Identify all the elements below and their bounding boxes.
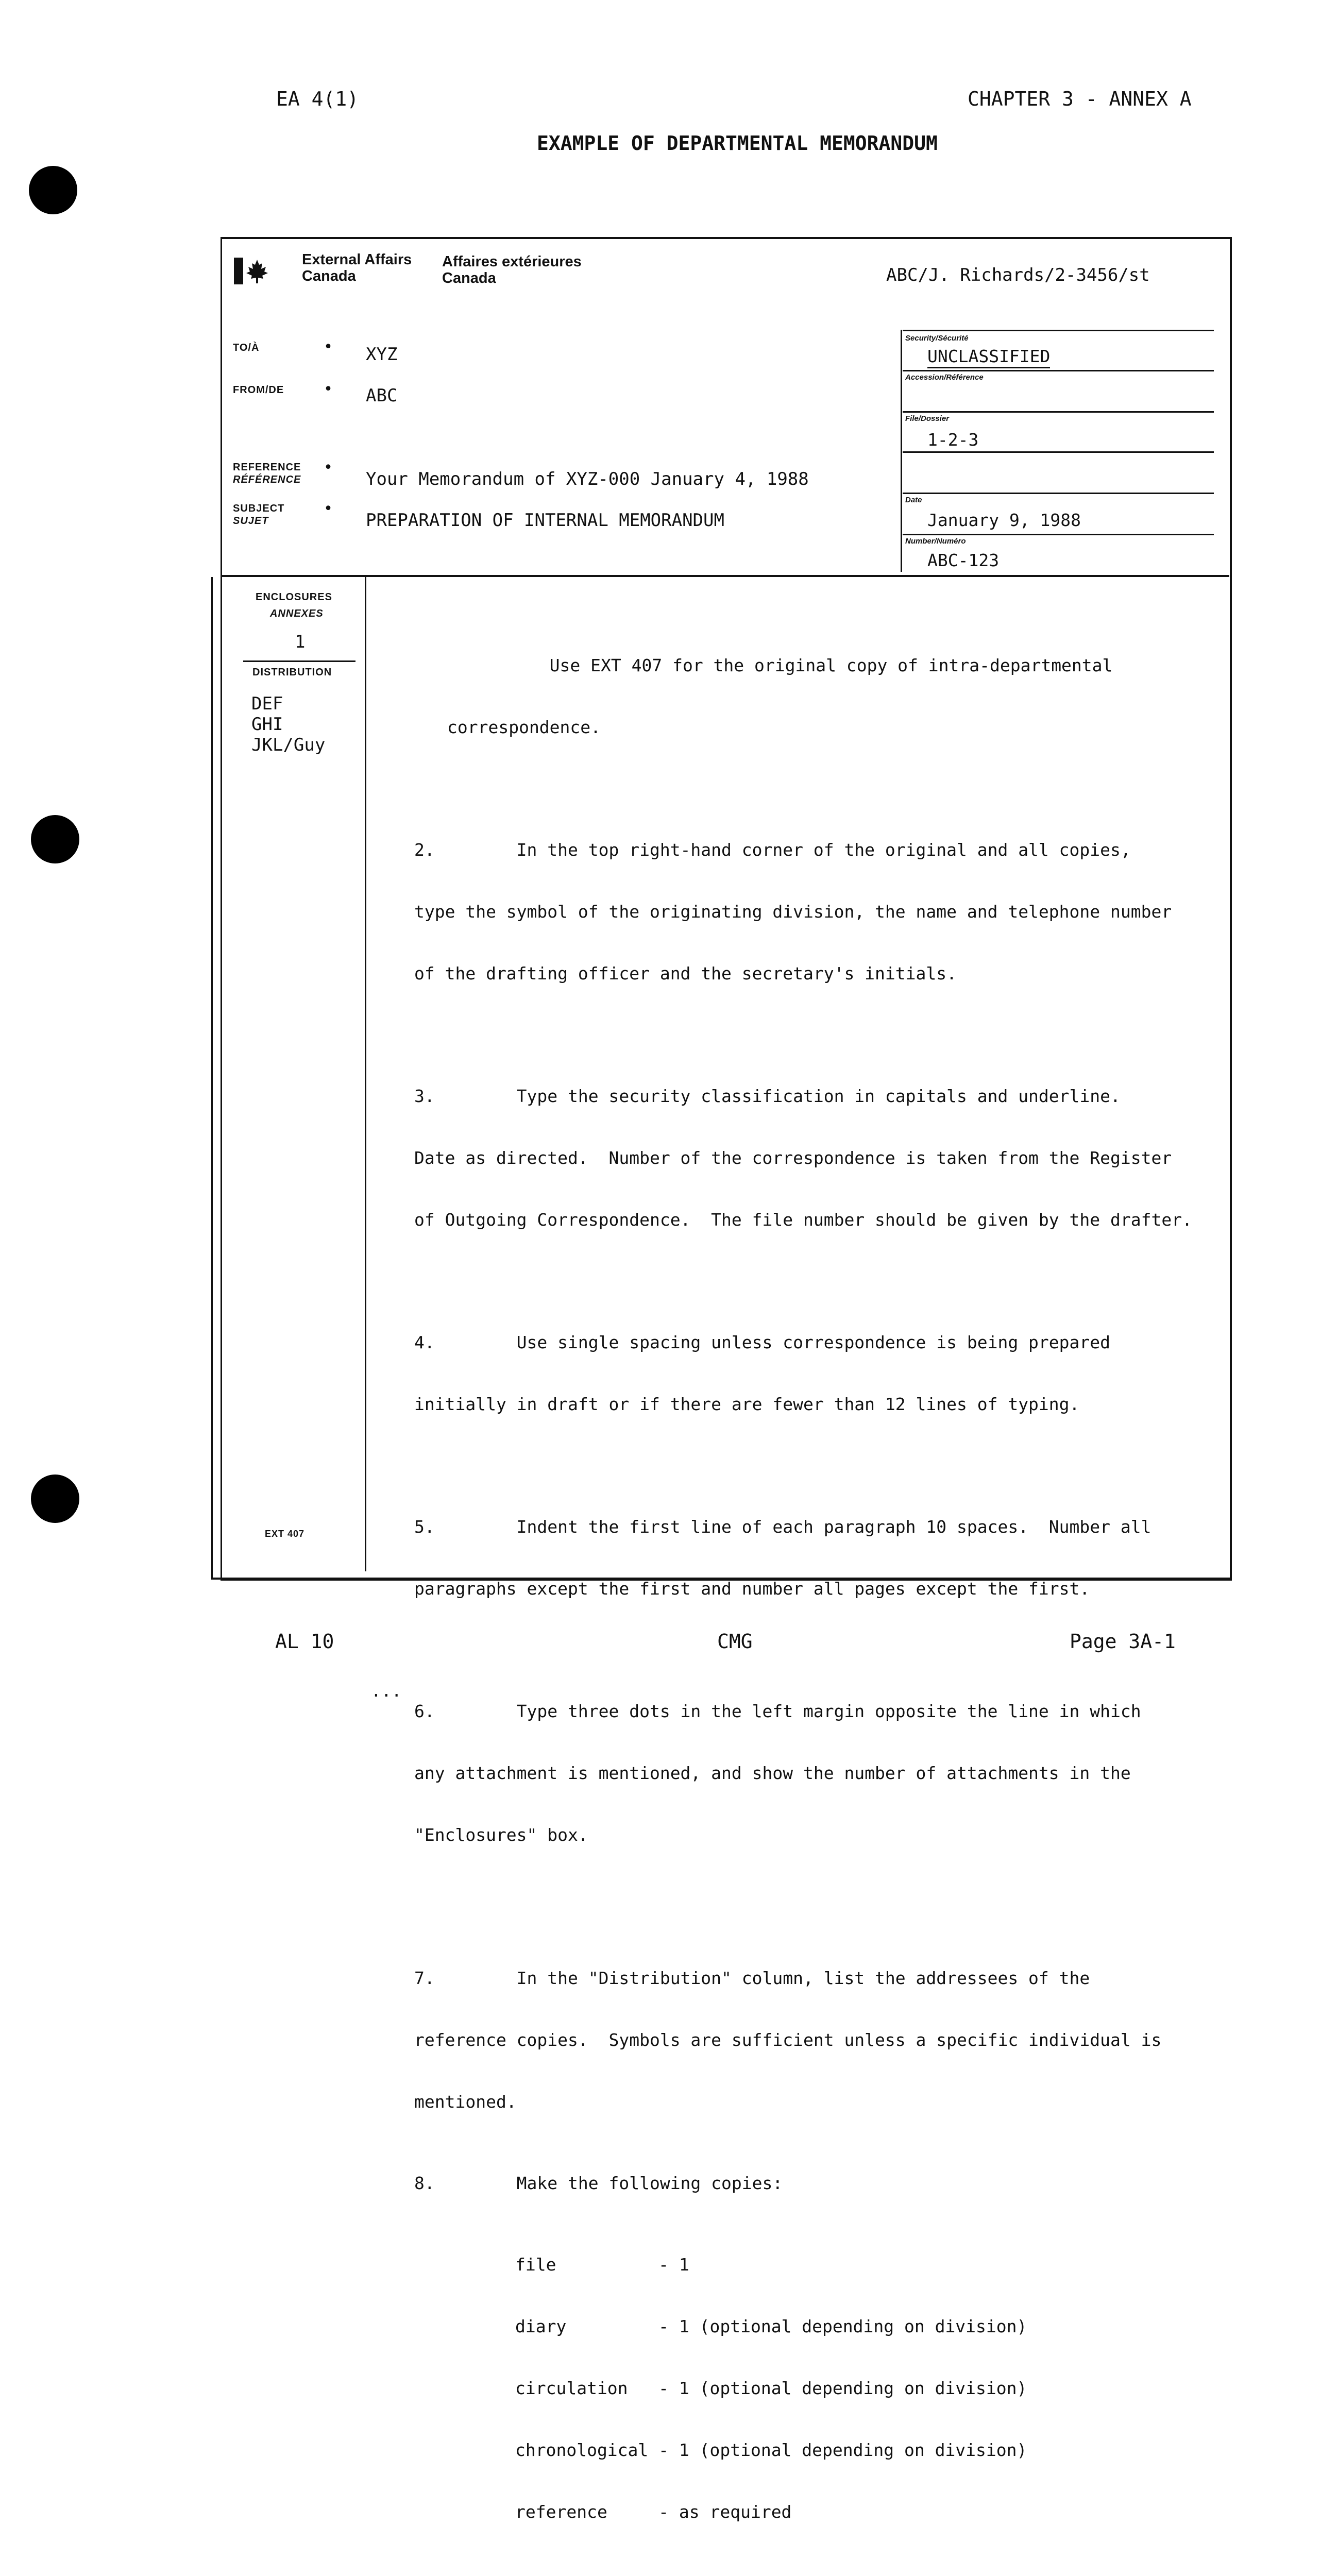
punch-hole-top bbox=[29, 166, 77, 214]
dept-fr-line2: Canada bbox=[442, 270, 496, 286]
from-label: FROM/DE bbox=[233, 384, 284, 396]
attachment-margin-dots: ... bbox=[371, 1681, 402, 1701]
paragraph-7-line: reference copies. Symbols are sufficient unless a specific individual is bbox=[414, 2030, 1162, 2050]
subject-bullet: • bbox=[324, 500, 333, 518]
copies-list-item: chronological - 1 (optional depending on division) bbox=[515, 2440, 1027, 2460]
distribution-item-2: GHI bbox=[251, 714, 283, 735]
reference-bullet: • bbox=[324, 459, 333, 477]
distribution-rule bbox=[243, 660, 355, 662]
canada-flag-logo bbox=[234, 258, 271, 284]
reference-label-en: REFERENCE bbox=[233, 462, 301, 473]
paragraph-8: 8. Make the following copies: bbox=[414, 2173, 783, 2193]
paragraph-3-line: of Outgoing Correspondence. The file number should be given by the drafter. bbox=[414, 1210, 1192, 1230]
dept-fr-line1: Affaires extérieures bbox=[442, 253, 582, 270]
paragraph-2-line: 2. In the top right-hand corner of the original and all copies, bbox=[414, 840, 1131, 860]
to-label: TO/À bbox=[233, 342, 260, 353]
punch-hole-middle bbox=[31, 815, 79, 863]
left-column-rule bbox=[365, 577, 366, 1571]
paragraph-4-line: initially in draft or if there are fewer than 12 lines of typing. bbox=[414, 1394, 1080, 1414]
enclosures-label-fr: ANNEXES bbox=[270, 608, 324, 619]
form-left-edge bbox=[211, 577, 213, 1580]
paragraph-6-line: "Enclosures" box. bbox=[414, 1825, 588, 1845]
side-box-rule-5 bbox=[903, 493, 1214, 494]
paragraph-2-line: type the symbol of the originating division, the name and telephone number bbox=[414, 902, 1172, 922]
enclosures-label-en: ENCLOSURES bbox=[256, 591, 332, 603]
file-label: File/Dossier bbox=[905, 414, 950, 423]
paragraph-6-line: 6. Type three dots in the left margin opposite the line in which bbox=[414, 1701, 1141, 1721]
paragraph-6 bbox=[371, 1660, 1218, 1907]
reference-label-fr: RÉFÉRENCE bbox=[233, 474, 301, 485]
subject-value: PREPARATION OF INTERNAL MEMORANDUM bbox=[366, 510, 724, 531]
side-box-rule-3 bbox=[903, 411, 1214, 413]
number-label: Number/Numéro bbox=[905, 537, 966, 546]
copies-list bbox=[515, 2213, 1218, 2564]
footer-left: AL 10 bbox=[275, 1630, 334, 1653]
paragraph-7-line: 7. In the "Distribution" column, list the addressees of the bbox=[414, 1968, 1090, 1988]
date-label: Date bbox=[905, 496, 922, 504]
paragraph-4-line: 4. Use single spacing unless correspondence is being prepared bbox=[414, 1332, 1111, 1352]
copies-list-item: file - 1 bbox=[515, 2255, 689, 2275]
side-box-rule-2 bbox=[903, 370, 1214, 371]
paragraph-6-line: any attachment is mentioned, and show the number of attachments in the bbox=[414, 1763, 1131, 1783]
paragraph-5-line: paragraphs except the first and number all pages except the first. bbox=[414, 1579, 1090, 1599]
side-box-rule-4 bbox=[903, 451, 1214, 453]
dept-en-line1: External Affairs bbox=[302, 251, 412, 268]
from-bullet: • bbox=[324, 380, 333, 398]
paragraph-7-line: mentioned. bbox=[414, 2092, 517, 2112]
accession-label: Accession/Référence bbox=[905, 373, 984, 382]
subject-label-en: SUBJECT bbox=[233, 503, 285, 514]
to-value: XYZ bbox=[366, 344, 398, 365]
footer-right: Page 3A-1 bbox=[1070, 1630, 1176, 1653]
reference-value: Your Memorandum of XYZ-000 January 4, 1988 bbox=[366, 469, 809, 489]
distribution-item-1: DEF bbox=[251, 693, 283, 714]
paragraph-1 bbox=[447, 614, 1218, 779]
punch-hole-bottom bbox=[31, 1475, 79, 1523]
header-separator bbox=[222, 575, 1229, 577]
copies-list-item: reference - as required bbox=[515, 2502, 792, 2522]
side-box-rule-6 bbox=[903, 534, 1214, 535]
paragraph-7 bbox=[414, 1927, 1218, 2154]
paragraph-2-line: of the drafting officer and the secretary's initials. bbox=[414, 963, 957, 984]
side-box-left-rule bbox=[901, 330, 902, 572]
security-underline bbox=[927, 367, 1050, 368]
number-value: ABC-123 bbox=[927, 550, 1000, 570]
enclosures-value: 1 bbox=[295, 632, 306, 652]
memo-body bbox=[371, 614, 1218, 2576]
side-box-top-rule bbox=[903, 330, 1214, 331]
dept-en-line2: Canada bbox=[302, 268, 356, 284]
page-title: EXAMPLE OF DEPARTMENTAL MEMORANDUM bbox=[537, 132, 938, 155]
distribution-item-3: JKL/Guy bbox=[251, 735, 326, 755]
paragraph-5-line: 5. Indent the first line of each paragraph 10 spaces. Number all bbox=[414, 1517, 1151, 1537]
distribution-label: DISTRIBUTION bbox=[252, 667, 332, 678]
to-bullet: • bbox=[324, 338, 333, 356]
subject-label-fr: SUJET bbox=[233, 515, 269, 527]
paragraph-1-line: correspondence. bbox=[447, 717, 601, 737]
header-right-code: CHAPTER 3 - ANNEX A bbox=[968, 88, 1192, 110]
file-value: 1-2-3 bbox=[927, 430, 979, 450]
copies-list-item: circulation - 1 (optional depending on division) bbox=[515, 2378, 1027, 2398]
paragraph-3 bbox=[414, 1045, 1218, 1272]
paragraph-3-line: 3. Type the security classification in capitals and underline. bbox=[414, 1086, 1121, 1106]
security-label: Security/Sécurité bbox=[905, 334, 969, 343]
copies-list-item: diary - 1 (optional depending on division) bbox=[515, 2316, 1027, 2336]
footer-center: CMG bbox=[717, 1630, 753, 1653]
header-left-code: EA 4(1) bbox=[276, 88, 359, 110]
paragraph-3-line: Date as directed. Number of the correspondence is taken from the Register bbox=[414, 1148, 1172, 1168]
form-code: EXT 407 bbox=[265, 1529, 305, 1539]
paragraph-2 bbox=[414, 799, 1218, 1025]
date-value: January 9, 1988 bbox=[927, 510, 1081, 530]
from-value: ABC bbox=[366, 385, 398, 406]
paragraph-5 bbox=[414, 1476, 1218, 1640]
paragraph-4 bbox=[414, 1291, 1218, 1456]
symbol-line: ABC/J. Richards/2-3456/st bbox=[886, 265, 1150, 285]
paragraph-1-line: Use EXT 407 for the original copy of intra-departmental bbox=[447, 655, 1113, 675]
security-value: UNCLASSIFIED bbox=[927, 346, 1051, 366]
